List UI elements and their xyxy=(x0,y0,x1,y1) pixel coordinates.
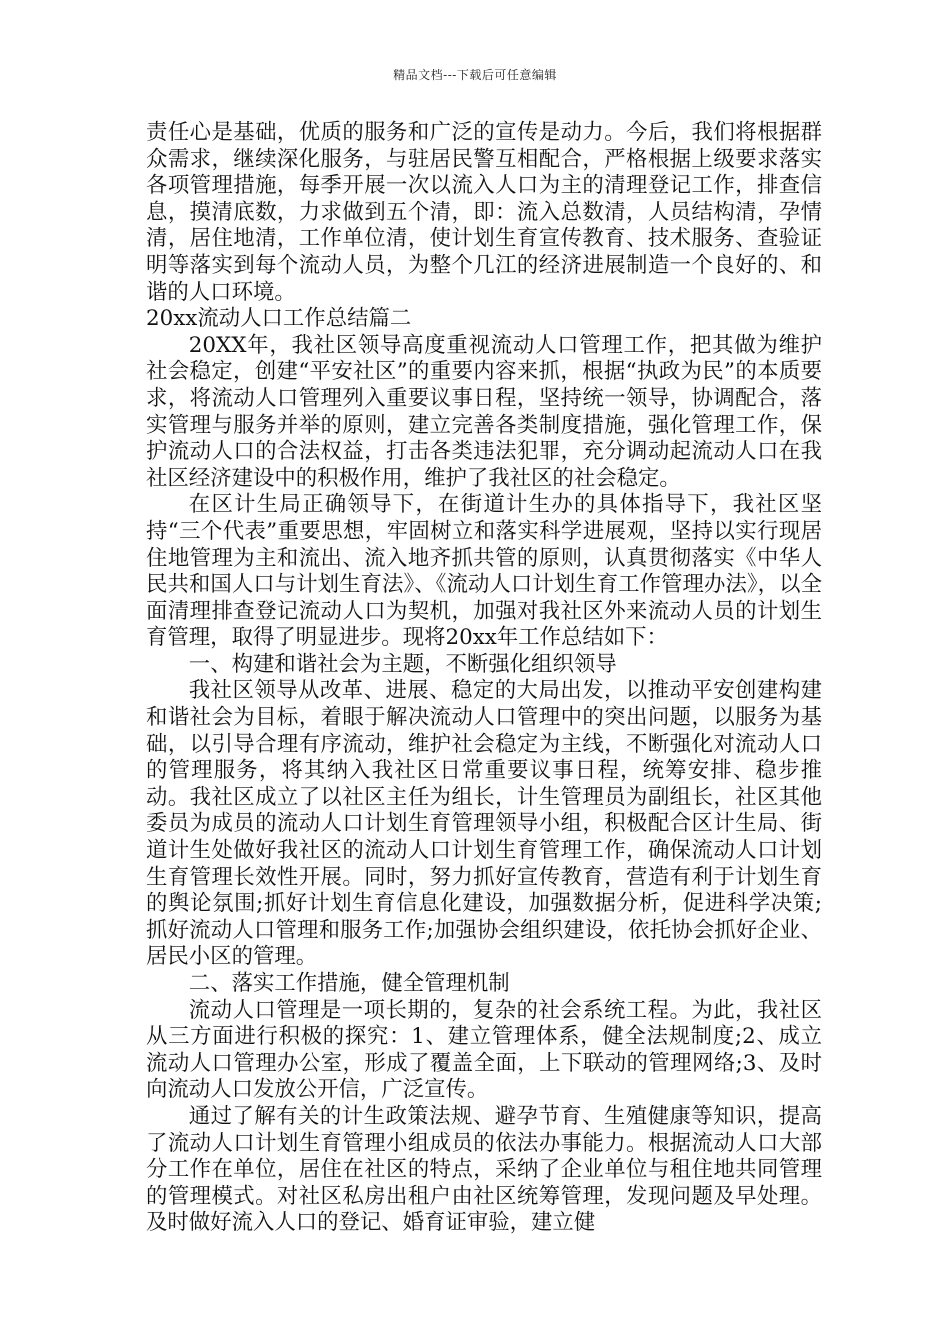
paragraph-leadership: 我社区领导从改革、进展、稳定的大局出发，以推动平安创建构建和谐社会为目标，着眼于解决流动人口管理中的突出问题，以服务为基础，以引导合理有序流动，维护社会稳定为主线，不断强化对流动人口的管理服务，将其纳入我社区日常重要议事日程，统筹安排、稳步推动。我社区成立了以社区主任为组长，计生管理员为副组长，社区其他委员为成员的流动人口计划生育管理领导小组，积极配合区计生局、街道计生处做好我社区的流动人口计划生育管理工作，确保流动人口计划生育管理长效性开展。同时，努力抓好宣传教育，营造有利于计划生育的舆论氛围;抓好计划生育信息化建设，加强数据分析，促进科学决策;抓好流动人口管理和服务工作;加强协会组织建设，依托协会抓好企业、居民小区的管理。 xyxy=(146,678,822,970)
subheading-two: 二、落实工作措施，健全管理机制 xyxy=(188,971,510,996)
page-header: 精品文档---下载后可任意编辑 xyxy=(393,68,557,82)
section-title: 20xx流动人口工作总结篇二 xyxy=(146,306,412,332)
paragraph-guidance: 在区计生局正确领导下，在街道计生办的具体指导下，我社区坚持“三个代表”重要思想，牢固树立和落实科学进展观，坚持以实行现居住地管理为主和流出、流入地齐抓共管的原则，认真贯彻落实《中华人民共和国人口与计划生育法》、《流动人口计划生育工作管理办法》，以全面清理排查登记流动人口为契机，加强对我社区外来流动人员的计划生育管理，取得了明显进步。现将20xx年工作总结如下： xyxy=(146,492,822,651)
paragraph-continuation: 责任心是基础，优质的服务和广泛的宣传是动力。今后，我们将根据群众需求，继续深化服务，与驻居民警互相配合，严格根据上级要求落实各项管理措施，每季开展一次以流入人口为主的清理登记工作，排查信息，摸清底数，力求做到五个清，即：流入总数清，人员结构清，孕情清，居住地清，工作单位清，使计划生育宣传教育、技术服务、查验证明等落实到每个流动人员，为整个几江的经济进展制造一个良好的、和谐的人口环境。 xyxy=(146,120,822,305)
document-body xyxy=(146,120,822,1237)
paragraph-measures: 流动人口管理是一项长期的，复杂的社会系统工程。为此，我社区从三方面进行积极的探究：1、建立管理体系，健全法规制度;2、成立流动人口管理办公室，形成了覆盖全面，上下联动的管理网络;3、及时向流动人口发放公开信，广泛宣传。 xyxy=(146,997,822,1103)
paragraph-intro: 20XX年，我社区领导高度重视流动人口管理工作，把其做为维护社会稳定，创建“平安社区”的重要内容来抓，根据“执政为民”的本质要求，将流动人口管理列入重要议事日程，坚持统一领导，协调配合，落实管理与服务并举的原则，建立完善各类制度措施，强化管理工作，保护流动人口的合法权益，打击各类违法犯罪，充分调动起流动人口在我社区经济建设中的积极作用，维护了我社区的社会稳定。 xyxy=(146,332,822,491)
paragraph-knowledge: 通过了解有关的计生政策法规、避孕节育、生殖健康等知识，提高了流动人口计划生育管理小组成员的依法办事能力。根据流动人口大部分工作在单位，居住在社区的特点，采纳了企业单位与租住地共同管理的管理模式。对社区私房出租户由社区统筹管理，发现问题及早处理。及时做好流入人口的登记、婚育证审验，建立健 xyxy=(146,1103,822,1236)
subheading-one: 一、构建和谐社会为主题，不断强化组织领导 xyxy=(188,651,617,677)
